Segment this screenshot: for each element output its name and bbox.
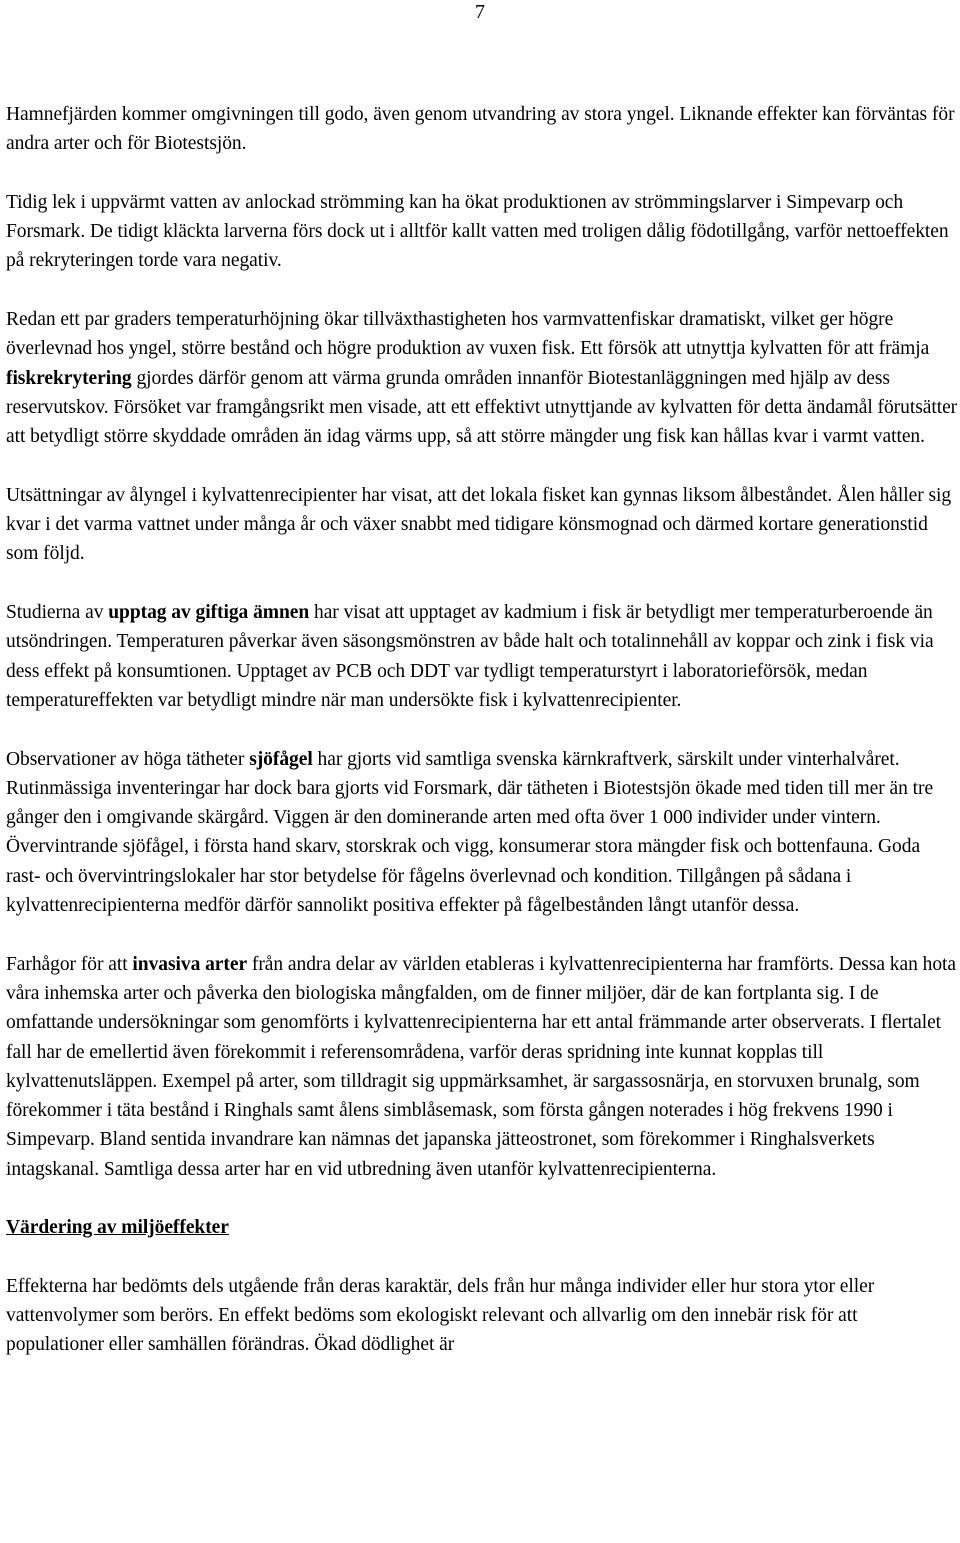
- paragraph-text-post: från andra delar av världen etableras i kylvattenrecipienterna har framförts. Dessa kan hota våra inhemska arter och påverka den biologiska mångfalden, om de finner miljöer, där de kan fortplanta sig. I de omfattande undersökningar som genomförts i kylvattenrecipienterna har ett antal främmande arter observerats. I flertalet fall har de emellertid även förekommit i referensområdena, varför deras spridning inte kunnat kopplas till kylvattenutsläppen. Exempel på arter, som tilldragit sig uppmärksamhet, är sargassosnärja, en storvuxen brunalg, som förekommer i täta bestånd i Ringhals samt ålens simblåsemask, som första gången noterades i hög frekvens 1990 i Simpevarp. Bland sentida invandrare kan nämnas det japanska jätteostronet, som förekommer i Ringhalsverkets intagskanal. Samtliga dessa arter har en vid utbredning även utanför kylvattenrecipienterna.: [6, 953, 956, 1180]
- paragraph-strommingslek: [6, 188, 958, 276]
- paragraph-text-pre: Observationer av höga tätheter: [6, 748, 250, 770]
- paragraph-text-continued: De tidigt kläckta larverna förs dock ut i alltför kallt vatten med troligen dålig födotillgång, varför nettoeffekten på rekryteringen torde vara negativ.: [6, 221, 949, 272]
- page-number: 7: [475, 1, 485, 23]
- paragraph-vardering: [6, 1272, 958, 1360]
- paragraph-text: Utsättningar av ålyngel i kylvattenrecipienter har visat, att det lokala fisket kan gynnas liksom ålbeståndet. Ålen håller sig kvar i det varma vattnet under många år och växer snabbt med tidigare könsmognad och därmed kortare generationstid som följd.: [6, 484, 952, 565]
- paragraph-text-post: har visat att upptaget av kadmium i fisk är betydligt mer temperaturberoende än utsöndringen. Temperaturen påverkar även säsongsmönstren av både halt och totalinnehåll av koppar och zink i fisk via dess effekt på konsumtionen. Upptaget av PCB och DDT var tydligt temperaturstyrt i laboratorieförsök, medan temperatureffekten var betydligt mindre när man undersökte fisk i kylvattenrecipienter.: [6, 602, 934, 711]
- paragraph-text-post: har gjorts vid samtliga svenska kärnkraftverk, särskilt under vinterhalvåret. Rutinmässiga inventeringar har dock bara gjorts vid Forsmark, där tätheten i Biotestsjön ökade med tiden till mer än tre gånger den i omgivande skärgård. Viggen är den dominerande arten med ofta över 1 000 individer under vintern. Övervintrande sjöfågel, i första hand skarv, storskrak och vigg, konsumerar stora mängder fisk och bottenfauna. Goda rast- och övervintringslokaler har stor betydelse för fågelns överlevnad och kondition. Tillgången på sådana i kylvattenrecipienterna medför därför sannolikt positiva effekter på fågelbestånden långt utanför dessa.: [6, 748, 934, 917]
- paragraph-giftiga-amnen: [6, 598, 958, 715]
- paragraph-text: Effekterna har bedömts dels utgående från deras karaktär, dels från hur många individer eller hur stora ytor eller vattenvolymer som berörs. En effekt bedöms som ekologiskt relevant och allvarlig om den innebär risk för att populationer eller samhällen förändras. Ökad dödlighet är: [6, 1275, 875, 1356]
- paragraph-hamnefjarden: [6, 100, 958, 159]
- paragraph-text-pre: Studierna av: [6, 602, 109, 624]
- paragraph-text-post: gjordes därför genom att värma grunda områden innanför Biotestanläggningen med hjälp av dess reservutskov. Försöket var framgångsrikt men visade, att ett effektivt utnyttjande av kylvatten för detta ändamål förutsätter att betydligt större skyddade områden än idag värms upp, så att större mängder ung fisk kan hållas kvar i varmt vatten.: [6, 367, 958, 448]
- paragraph-text-pre: Ett försök att utnyttja kylvatten för att främja: [575, 338, 930, 360]
- paragraph-alyngel: [6, 481, 958, 569]
- paragraph-sjofagel: [6, 745, 958, 921]
- paragraph-fiskrekrytering: [6, 305, 958, 451]
- keyword-fiskrekrytering: fiskrekrytering: [6, 367, 132, 389]
- keyword-invasiva-arter: invasiva arter: [132, 953, 248, 975]
- keyword-upptag-av-giftiga-amnen: upptag av giftiga ämnen: [108, 602, 310, 624]
- section-heading: Värdering av miljöeffekter: [6, 1217, 229, 1239]
- paragraph-text-pre: Farhågor för att: [6, 953, 133, 975]
- paragraph-invasiva-arter: [6, 950, 958, 1184]
- keyword-sjofagel: sjöfågel: [249, 748, 313, 770]
- paragraph-text: Tidig lek i uppvärmt vatten av anlockad strömming kan ha ökat produktionen av strömmingslarver i Simpevarp och Forsmark.: [6, 191, 904, 243]
- paragraph-text: Redan ett par graders temperaturhöjning ökar tillväxthastigheten hos varmvattenfiskar dramatiskt, vilket ger högre överlevnad hos yngel, större bestånd och högre produktion av vuxen fisk.: [6, 309, 894, 360]
- document-body: [6, 100, 958, 1360]
- paragraph-text: Hamnefjärden kommer omgivningen till godo, även genom utvandring av stora yngel. Liknande effekter kan förväntas för andra arter och för Biotestsjön.: [6, 104, 955, 155]
